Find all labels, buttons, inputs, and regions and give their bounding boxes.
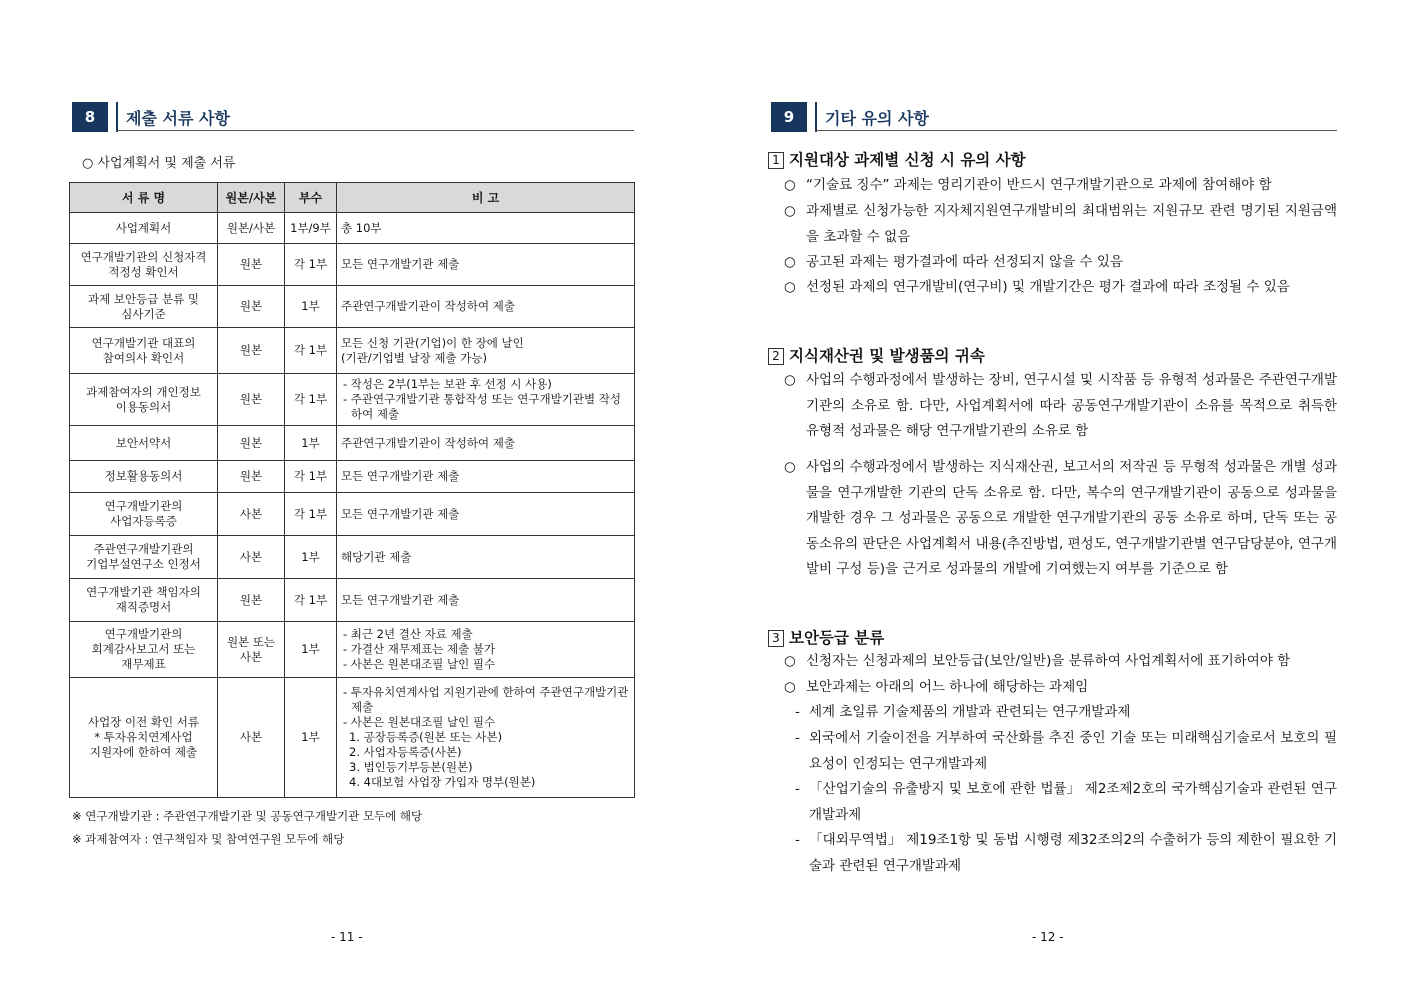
cell-document-name xyxy=(70,622,218,678)
cell-line: - 최근 2년 결산 자료 제출 xyxy=(343,627,473,641)
dash-item xyxy=(795,700,1337,726)
cell-line: 원본 또는 xyxy=(226,634,276,649)
cell-line: 연구개발기관 책임자의 xyxy=(86,585,201,599)
bullet-item xyxy=(784,199,1337,250)
cell-note xyxy=(337,461,635,493)
dash-mark: - xyxy=(795,704,800,720)
bullet-item xyxy=(784,250,1337,276)
footnote-1: ※ 연구개발기관 : 주관연구개발기관 및 공동연구개발기관 모두에 해당 xyxy=(72,809,423,823)
cell-line: 원본 xyxy=(239,469,263,483)
section-underline xyxy=(815,130,1337,131)
section-underline xyxy=(116,130,634,131)
cell-line: - 사본은 원본대조필 날인 필수 xyxy=(343,657,496,671)
cell-line: 원본 xyxy=(239,299,263,313)
bullet-mark: ○ xyxy=(784,459,796,475)
subsection-number-box: 1 xyxy=(768,152,784,169)
cell-line: 원본 xyxy=(239,257,263,271)
cell-line: 회계감사보고서 또는 xyxy=(91,642,196,656)
cell-line: - 작성은 2부(1부는 보관 후 선정 시 사용) xyxy=(343,377,552,391)
cell-original-copy xyxy=(218,426,285,461)
cell-original-copy xyxy=(218,579,285,622)
cell-original-copy xyxy=(218,328,285,374)
cell-line: 적정성 확인서 xyxy=(108,264,179,279)
cell-note xyxy=(337,678,635,798)
bullet-mark: ○ xyxy=(784,177,796,193)
cell-line: 재무제표 xyxy=(121,657,166,671)
cell-note xyxy=(337,622,635,678)
bullet-mark: ○ xyxy=(784,203,796,219)
bullet-item xyxy=(784,173,1337,199)
cell-line: - 사본은 원본대조필 날인 필수 xyxy=(343,715,496,729)
cell-note xyxy=(337,244,635,286)
bullet-item xyxy=(784,368,1337,445)
dash-item xyxy=(795,777,1337,828)
cell-original-copy xyxy=(218,461,285,493)
col-header-count: 부수 xyxy=(285,183,337,213)
section-number: 9 xyxy=(771,102,807,132)
table-row xyxy=(70,286,635,328)
cell-original-copy xyxy=(218,678,285,798)
cell-line: 모든 연구개발기관 제출 xyxy=(341,506,460,521)
bullet-text: “기술료 징수” 과제는 영리기관이 반드시 연구개발기관으로 과제에 참여해야 함 xyxy=(806,177,1272,193)
subsection-2-title xyxy=(768,344,985,366)
bullet-item xyxy=(784,455,1337,583)
dash-text: 세계 초일류 기술제품의 개발과 관련되는 연구개발과제 xyxy=(809,704,1131,720)
cell-line: 이용동의서 xyxy=(115,399,172,414)
section-divider xyxy=(116,102,118,132)
cell-line: 심사기준 xyxy=(121,306,166,321)
cell-count: 각 1부 xyxy=(285,374,337,426)
subsection-1-title xyxy=(768,148,1026,170)
cell-line: 사본 xyxy=(239,549,263,564)
cell-line: 모든 연구개발기관 제출 xyxy=(341,592,460,607)
dash-text: 「대외무역법」 제19조1항 및 동법 시행령 제32조의2의 수출허가 등의 제한이 필요한 기술과 관련된 연구개발과제 xyxy=(809,832,1337,874)
dash-mark: - xyxy=(795,781,800,797)
cell-line: (기관/기업별 날장 제출 가능) xyxy=(341,350,488,365)
subsection-title-text: 지원대상 과제별 신청 시 유의 사항 xyxy=(789,151,1026,169)
cell-line: 1. 공장등록증(원본 또는 사본) xyxy=(349,730,503,744)
cell-line: 원본 xyxy=(239,392,263,406)
cell-line: 모든 연구개발기관 제출 xyxy=(341,469,460,483)
table-row xyxy=(70,328,635,374)
cell-line: 원본 xyxy=(239,343,263,357)
cell-line: - 투자유치연계사업 지원기관에 한하여 주관연구개발기관 제출 xyxy=(343,685,629,714)
dash-mark: - xyxy=(795,730,800,746)
cell-document-name xyxy=(70,678,218,798)
cell-document-name xyxy=(70,536,218,579)
section-number: 8 xyxy=(72,102,108,132)
cell-line: 모든 신청 기관(기업)이 한 장에 날인 xyxy=(341,335,524,350)
cell-line: 2. 사업자등록증(사본) xyxy=(349,745,462,759)
subsection-title-text: 보안등급 분류 xyxy=(789,629,885,647)
bullet-text: 과제별로 신청가능한 지자체지원연구개발비의 최대범위는 지원규모 관련 명기된 지원금액을 초과할 수 없음 xyxy=(806,203,1337,245)
section-header-9 xyxy=(771,102,929,132)
cell-line: 주관연구개발기관의 xyxy=(93,542,194,556)
col-header-type: 원본/사본 xyxy=(218,183,285,213)
dash-mark: - xyxy=(795,832,800,848)
cell-document-name xyxy=(70,286,218,328)
cell-note xyxy=(337,579,635,622)
page-number-left: - 11 - xyxy=(331,930,363,944)
cell-line: 과제참여자의 개인정보 xyxy=(86,384,201,399)
cell-line: 총 10부 xyxy=(341,220,382,235)
cell-count: 각 1부 xyxy=(285,579,337,622)
cell-original-copy xyxy=(218,213,285,244)
cell-document-name xyxy=(70,374,218,426)
table-row xyxy=(70,493,635,536)
cell-original-copy xyxy=(218,536,285,579)
cell-document-name xyxy=(70,579,218,622)
dash-item xyxy=(795,828,1337,879)
cell-line: 연구개발기관 대표의 xyxy=(91,335,196,350)
cell-note xyxy=(337,286,635,328)
table-row xyxy=(70,426,635,461)
bullet-mark: ○ xyxy=(784,653,796,669)
cell-line: 연구개발기관의 xyxy=(104,499,183,513)
section-divider xyxy=(815,102,817,132)
cell-original-copy xyxy=(218,493,285,536)
documents-table xyxy=(69,182,635,798)
cell-count: 1부 xyxy=(285,426,337,461)
cell-note xyxy=(337,213,635,244)
table-row xyxy=(70,461,635,493)
cell-count: 1부 xyxy=(285,536,337,579)
cell-document-name xyxy=(70,493,218,536)
bullet-mark: ○ xyxy=(784,279,796,295)
cell-line: 연구개발기관의 신청자격 xyxy=(80,249,207,264)
cell-original-copy xyxy=(218,374,285,426)
cell-line: 사본 xyxy=(239,730,263,744)
table-row xyxy=(70,678,635,798)
dash-text: 외국에서 기술이전을 거부하여 국산화를 추진 중인 기술 또는 미래핵심기술로서 보호의 필요성이 인정되는 연구개발과제 xyxy=(809,730,1337,772)
cell-line: 정보활용동의서 xyxy=(104,469,183,483)
cell-line: 보안서약서 xyxy=(115,435,172,450)
bullet-mark: ○ xyxy=(784,254,796,270)
bullet-item xyxy=(784,649,1337,675)
table-row xyxy=(70,579,635,622)
bullet-text: 선정된 과제의 연구개발비(연구비) 및 개발기간은 평가 결과에 따라 조정될 수 있음 xyxy=(806,279,1290,295)
col-header-name: 서 류 명 xyxy=(70,183,218,213)
cell-note xyxy=(337,374,635,426)
cell-line: 지원자에 한하여 제출 xyxy=(89,745,198,759)
subsection-number-box: 3 xyxy=(768,630,784,647)
cell-count: 각 1부 xyxy=(285,328,337,374)
bullet-text: 사업의 수행과정에서 발생하는 지식재산권, 보고서의 저작권 등 무형적 성과물은 개별 성과물을 연구개발한 기관의 단독 소유로 함. 다만, 복수의 연구개발기관이 공동으로 성과물을 개발한 경우 그 성과물은 공동으로 개발한 연구개발기관의 공동 소유로 하며, 단독 또는 공동소유의 판단은 사업계획서 내용(추진방법, 편성도, 연구개발기관별 연구담당분야, 연구개발비 구성 등)을 근거로 성과물의 개발에 기여했는지 여부를 기준으로 함 xyxy=(806,459,1337,577)
cell-document-name xyxy=(70,426,218,461)
cell-line: 원본/사본 xyxy=(226,220,276,235)
cell-line: 사업계획서 xyxy=(115,220,172,235)
table-row xyxy=(70,622,635,678)
bullet-item xyxy=(784,675,1337,701)
page-number-right: - 12 - xyxy=(1032,930,1064,944)
cell-count: 각 1부 xyxy=(285,461,337,493)
bullet-mark: ○ xyxy=(784,372,796,388)
table-row xyxy=(70,213,635,244)
cell-count: 각 1부 xyxy=(285,493,337,536)
cell-line: 사본 xyxy=(239,649,263,664)
table-row xyxy=(70,374,635,426)
cell-count: 1부 xyxy=(285,286,337,328)
cell-line: - 주관연구개발기관 통합작성 또는 연구개발기관별 작성하여 제출 xyxy=(343,392,621,421)
cell-line: 원본 xyxy=(239,435,263,450)
cell-line: 사업자등록증 xyxy=(110,514,177,528)
cell-document-name xyxy=(70,328,218,374)
cell-original-copy xyxy=(218,622,285,678)
table-header-row xyxy=(70,183,635,213)
cell-count: 1부 xyxy=(285,678,337,798)
bullet-mark: ○ xyxy=(784,679,796,695)
cell-line: 주관연구개발기관이 작성하여 제출 xyxy=(341,299,515,313)
page-right xyxy=(700,0,1403,992)
table-row xyxy=(70,536,635,579)
section-title: 제출 서류 사항 xyxy=(126,108,230,128)
cell-line: 사업장 이전 확인 서류 xyxy=(88,715,199,729)
cell-document-name xyxy=(70,244,218,286)
cell-line: 4. 4대보험 사업장 가입자 명부(원본) xyxy=(349,775,536,789)
cell-line: * 투자유치연계사업 xyxy=(94,730,193,744)
cell-note xyxy=(337,426,635,461)
bullet-text: 신청자는 신청과제의 보안등급(보안/일반)을 분류하여 사업계획서에 표기하여야 함 xyxy=(806,653,1291,669)
cell-line: 과제 보안등급 분류 및 xyxy=(88,291,199,306)
table-row xyxy=(70,244,635,286)
cell-line: 연구개발기관의 xyxy=(104,627,183,641)
cell-line: 주관연구개발기관이 작성하여 제출 xyxy=(341,435,515,450)
cell-line: - 가결산 재무제표는 제출 불가 xyxy=(343,642,496,656)
cell-original-copy xyxy=(218,244,285,286)
bullet-text: 공고된 과제는 평가결과에 따라 선정되지 않을 수 있음 xyxy=(806,254,1123,270)
col-header-note: 비 고 xyxy=(337,183,635,213)
cell-note xyxy=(337,493,635,536)
cell-line: 3. 법인등기부등본(원본) xyxy=(349,760,473,774)
footnote-2: ※ 과제참여자 : 연구책임자 및 참여연구원 모두에 해당 xyxy=(72,832,345,846)
cell-line: 기업부설연구소 인정서 xyxy=(86,557,201,571)
cell-line: 재직증명서 xyxy=(115,600,172,614)
dash-item xyxy=(795,726,1337,777)
cell-line: 원본 xyxy=(239,592,263,607)
cell-note xyxy=(337,536,635,579)
cell-document-name xyxy=(70,461,218,493)
subsection-3-title xyxy=(768,626,884,648)
bullet-item xyxy=(784,275,1337,301)
cell-count: 1부/9부 xyxy=(285,213,337,244)
section-header-8 xyxy=(72,102,230,132)
subsection-title-text: 지식재산권 및 발생품의 귀속 xyxy=(789,347,985,365)
cell-original-copy xyxy=(218,286,285,328)
cell-line: 참여의사 확인서 xyxy=(102,350,185,365)
cell-line: 사본 xyxy=(239,506,263,521)
bullet-text: 사업의 수행과정에서 발생하는 장비, 연구시설 및 시작품 등 유형적 성과물은 주관연구개발기관의 소유로 함. 다만, 사업계획서에 따라 공동연구개발기관이 소유를 목적으로 취득한 유형적 성과물은 해당 연구개발기관의 소유로 함 xyxy=(806,372,1337,439)
cell-document-name xyxy=(70,213,218,244)
page-left xyxy=(0,0,700,992)
cell-count: 각 1부 xyxy=(285,244,337,286)
cell-note xyxy=(337,328,635,374)
section-title: 기타 유의 사항 xyxy=(825,108,929,128)
bullet-text: 보안과제는 아래의 어느 하나에 해당하는 과제임 xyxy=(806,679,1089,695)
dash-text: 「산업기술의 유출방지 및 보호에 관한 법률」 제2조제2호의 국가핵심기술과 관련된 연구개발과제 xyxy=(809,781,1337,823)
cell-line: 모든 연구개발기관 제출 xyxy=(341,257,460,271)
intro-text: ○ 사업계획서 및 제출 서류 xyxy=(82,156,236,171)
subsection-number-box: 2 xyxy=(768,348,784,365)
cell-line: 해당기관 제출 xyxy=(341,549,412,564)
cell-count: 1부 xyxy=(285,622,337,678)
